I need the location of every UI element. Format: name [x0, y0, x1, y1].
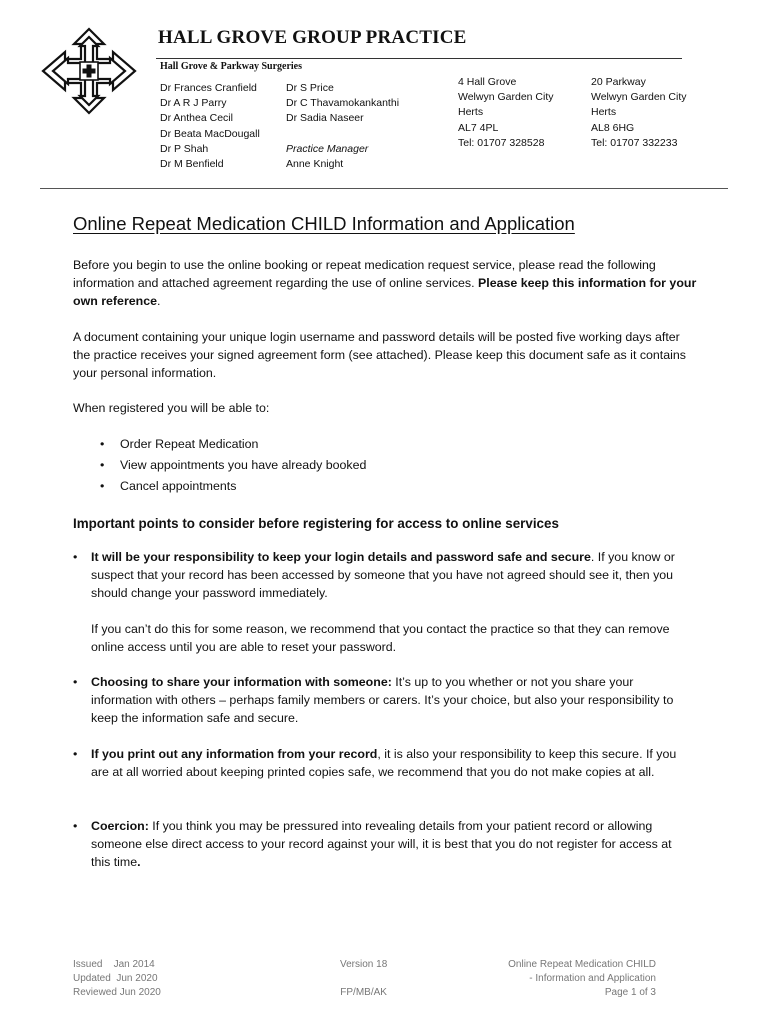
footer-dates: [73, 958, 161, 1000]
point-coercion: • Coercion: If you think you may be pressured into revealing details from your patient record or allowing someone else direct access to your record against your will, it is best that you do not register for access at this time.: [73, 819, 672, 869]
header-divider: [40, 188, 728, 189]
footer-issued: Issued Jan 2014: [73, 959, 155, 970]
list-item: • Cancel appointments: [100, 476, 366, 497]
practice-subtitle: Hall Grove & Parkway Surgeries: [160, 61, 303, 72]
section-heading: Important points to consider before registering for access to online services: [73, 516, 559, 531]
address-line: 4 Hall Grove: [458, 76, 517, 88]
footer-document-info: [500, 958, 656, 1000]
practice-manager-name: Anne Knight: [286, 158, 344, 171]
doctor-name: Dr Beata MacDougall: [160, 127, 260, 140]
doctors-list-1: [160, 81, 260, 172]
document-title: Online Repeat Medication CHILD Information and Application: [73, 213, 575, 234]
address-line: AL8 6HG: [591, 121, 635, 134]
address-line: Herts: [458, 106, 484, 119]
doctor-name: Dr C Thavamokankanthi: [286, 97, 400, 110]
footer-version: [340, 958, 387, 1000]
address-parkway: [591, 75, 687, 151]
doctor-name: Dr M Benfield: [160, 158, 224, 171]
point-responsibility: • It will be your responsibility to keep your login details and password safe and secure. If you know or suspect that your record has been accessed by someone that you have not agreed should see it, then you should change your password immediately. If you can’t do this for some reason, we recommend that you contact the practice so that they can remove online access until you are able to reset your password.: [73, 548, 693, 656]
point-sharing: • Choosing to share your information with someone: It’s up to you whether or not you share your information with others – perhaps family members or carers. It’s your choice, but also your responsibility to keep the information safe and secure.: [73, 675, 674, 725]
address-phone: Tel: 01707 332233: [591, 136, 678, 149]
abilities-list: [100, 434, 366, 497]
footer-initials: FP/MB/AK: [340, 987, 387, 998]
address-line: Welwyn Garden City: [458, 91, 554, 104]
footer-doc-name: Online Repeat Medication CHILD: [508, 959, 656, 970]
address-line: Welwyn Garden City: [591, 91, 687, 104]
list-item: • View appointments you have already booked: [100, 455, 366, 476]
title-divider: [156, 58, 682, 59]
footer-reviewed: Reviewed Jun 2020: [73, 987, 161, 998]
doctor-name: Dr S Price: [286, 82, 334, 94]
footer-updated: Updated Jun 2020: [73, 973, 158, 984]
bullet-icon: •: [73, 747, 78, 761]
address-line: 20 Parkway: [591, 76, 646, 88]
doctors-list-2: [286, 81, 399, 172]
practice-manager-label: Practice Manager: [286, 142, 369, 155]
footer-doc-subtitle: - Information and Application: [529, 973, 656, 984]
bullet-icon: •: [73, 819, 78, 833]
footer-version-number: Version 18: [340, 959, 388, 970]
address-line: AL7 4PL: [458, 121, 499, 134]
registered-intro: When registered you will be able to:: [73, 401, 270, 415]
doctor-name: Dr P Shah: [160, 142, 209, 155]
address-hall-grove: [458, 75, 554, 151]
bullet-icon: •: [73, 675, 78, 689]
practice-logo-icon: [40, 26, 138, 116]
intro-emphasis: Please keep this information for your own reference: [73, 276, 697, 308]
doctor-name: Dr Frances Cranfield: [160, 82, 257, 94]
doctor-name: Dr Sadia Naseer: [286, 112, 364, 125]
point-printing: • If you print out any information from your record, it is also your responsibility to keep this secure. If you are at all worried about keeping printed copies safe, we recommend that you do not make copies at all.: [73, 747, 677, 779]
doctor-name: Dr Anthea Cecil: [160, 112, 233, 125]
intro-paragraph: Before you begin to use the online booking or repeat medication request service, please read the following information and attached agreement regarding the use of online services. Please keep this information for your own reference.: [73, 258, 697, 308]
login-paragraph: A document containing your unique login username and password details will be posted five working days after the practice receives your signed agreement form (see attached). Please keep this document safe as it contains your personal information.: [73, 330, 686, 380]
footer-page-number: Page 1 of 3: [604, 987, 656, 998]
address-line: Herts: [591, 106, 617, 119]
point-extra: If you can’t do this for some reason, we recommend that you contact the practice so that they can remove online access until you are able to reset your password.: [91, 622, 670, 654]
doctor-name: Dr A R J Parry: [160, 97, 227, 110]
practice-name: HALL GROVE GROUP PRACTICE: [158, 27, 467, 48]
bullet-icon: •: [73, 550, 78, 564]
address-phone: Tel: 01707 328528: [458, 136, 545, 149]
list-item: • Order Repeat Medication: [100, 434, 366, 455]
